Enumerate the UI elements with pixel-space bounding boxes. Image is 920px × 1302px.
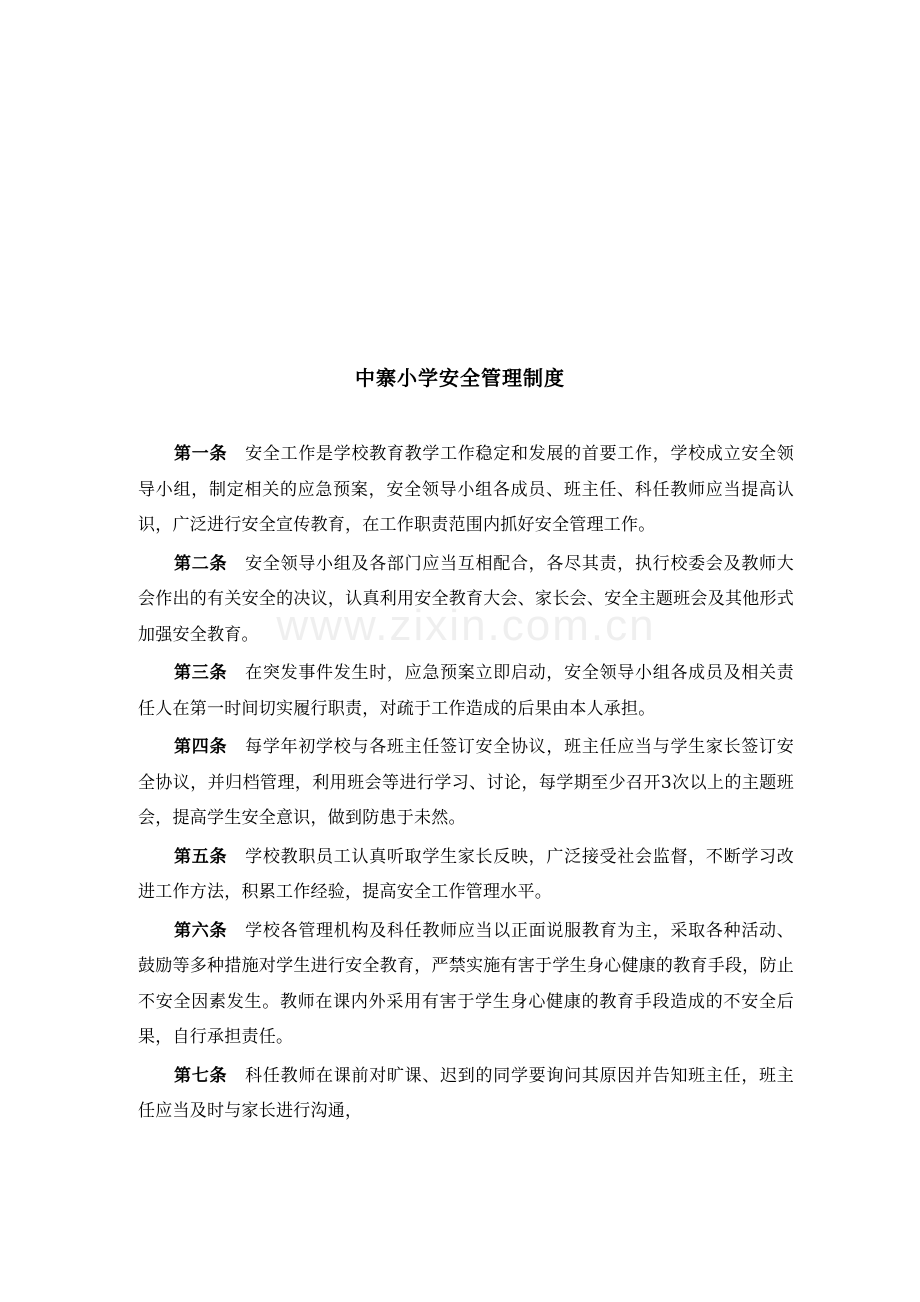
article-label: 第五条: [174, 846, 228, 867]
article-text: 学校教职员工认真听取学生家长反映，广泛接受社会监督，不断学习改进工作方法，积累工作经验，提高安全工作管理水平。: [138, 846, 795, 902]
article-text: 安全工作是学校教育教学工作稳定和发展的首要工作，学校成立安全领导小组，制定相关的应急预案，安全领导小组各成员、班主任、科任教师应当提高认识，广泛进行安全宣传教育，在工作职责范围内抓好安全管理工作。: [138, 444, 795, 535]
article-4: [138, 730, 794, 837]
article-label: 第四条: [174, 737, 228, 757]
article-text: 科任教师在课前对旷课、迟到的同学要询问其原因并告知班主任，班主任应当及时与家长进行沟通，: [138, 1065, 795, 1121]
watermark: www.zixin.com.cn: [276, 601, 656, 650]
article-label: 第二条: [174, 553, 228, 574]
article-2: [138, 547, 794, 654]
document-body: [138, 437, 794, 1133]
article-label: 第六条: [174, 920, 228, 941]
article-text: 每学年初学校与各班主任签订安全协议，班主任应当与学生家长签订安全协议，并归档管理，利用班会等进行学习、讨论，每学期至少召开3次以上的主题班会，提高学生安全意识，做到防患于未然。: [138, 737, 795, 828]
article-1: [138, 437, 794, 544]
article-label: 第七条: [174, 1065, 228, 1086]
article-label: 第一条: [174, 444, 228, 464]
document-title: 中寨小学安全管理制度: [355, 366, 565, 390]
article-7: [138, 1059, 794, 1130]
article-text: 在突发事件发生时，应急预案立即启动，安全领导小组各成员及相关责任人在第一时间切实履行职责，对疏于工作造成的后果由本人承担。: [138, 663, 795, 719]
article-6: [138, 914, 794, 1056]
article-text: 学校各管理机构及科任教师应当以正面说服教育为主，采取各种活动、鼓励等多种措施对学生进行安全教育，严禁实施有害于学生身心健康的教育手段，防止不安全因素发生。教师在课内外采用有害于学生身心健康的教育手段造成的不安全后果，自行承担责任。: [138, 920, 795, 1047]
article-label: 第三条: [174, 663, 228, 683]
article-text: 安全领导小组及各部门应当互相配合，各尽其责，执行校委会及教师大会作出的有关安全的决议，认真利用安全教育大会、家长会、安全主题班会及其他形式加强安全教育。: [138, 553, 795, 645]
article-3: [138, 656, 794, 727]
article-5: [138, 840, 794, 911]
